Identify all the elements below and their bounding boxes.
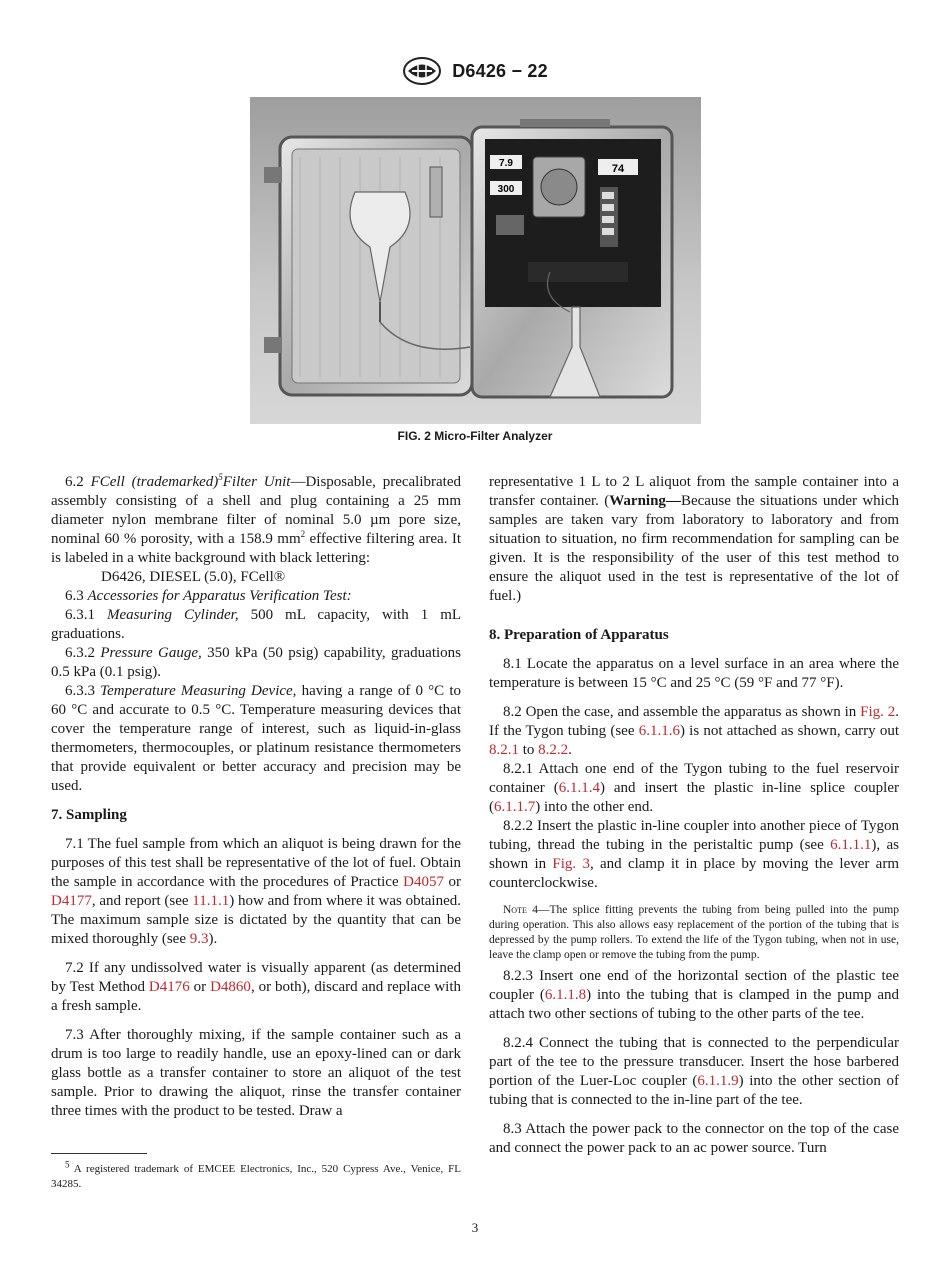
para-6-2: 6.2 FCell (trademarked)$^5$Filter Unit—Disposable, precalibrated assembly consisting of a shell and plug containing a 25 mm diameter nylon membrane filter of nominal 5.0 µm pore size, nominal 60 % porosity, with a 158.9 $mm^2$ effective filtering area. It is labeled in a white background with black lettering: (51, 472, 461, 566)
para-8-2: 8.2 Open the case, and assemble the apparatus as shown in Fig. 2. If the Tygon tubing (see 6.1.1.6) is not attached as shown, carry out 8.2.1 to 8.2.2. (489, 704, 899, 758)
link-8-2-1[interactable]: 8.2.1 (489, 742, 519, 758)
para-7-3-cont: representative 1 L to 2 L aliquot from the sample container into a transfer container. (Warning—Because the situations under which samples are taken vary from laboratory to laboratory and from situation to situation, no firm recommendation for sampling can be given. It is the responsibility of the user of this test method to ensure the aliquot used in the test is representative of the lot of fuel.) (489, 474, 899, 604)
link-8-2-2[interactable]: 8.2.2 (538, 742, 569, 758)
link-11-1-1[interactable]: 11.1.1 (192, 893, 230, 909)
link-fig-2[interactable]: Fig. 2 (860, 704, 896, 720)
para-6-3-1: 6.3.1 Measuring Cylinder, 500 mL capacity, with 1 mL graduations. (51, 607, 462, 642)
figure-caption: FIG. 2 Micro-Filter Analyzer (397, 429, 553, 443)
para-8-2-2: 8.2.2 Insert the plastic in-line coupler into another piece of Tygon tubing, thread the tubing in the peristaltic pump (see 6.1.1.1), as shown in Fig. 3, and clamp it in place by moving the lever arm counterclockwise. (489, 818, 899, 891)
standard-code: D6426 − 22 (452, 60, 548, 81)
page-number: 3 (471, 1220, 479, 1235)
para-7-3: 7.3 After thoroughly mixing, if the sample container such as a drum is too large to readily handle, use an epoxy-lined can or dark glass bottle as a transfer container to store an aliquot of the test sample. Prior to drawing the aliquot, rinse the transfer container three times with the product to be tested. Draw a (51, 1027, 461, 1119)
link-6-1-1-9[interactable]: 6.1.1.9 (697, 1073, 739, 1089)
astm-logo-icon (402, 56, 442, 86)
display-right: 74 (611, 163, 625, 175)
right-column (489, 473, 899, 1158)
para-6-3: 6.3 Accessories for Apparatus Verification Test: (65, 588, 352, 604)
section-7-heading: 7. Sampling (51, 807, 127, 823)
para-8-1: 8.1 Locate the apparatus on a level surface in an area where the temperature is between 15 °C and 25 °C (59 °F and 77 °F). (489, 656, 899, 691)
left-column (51, 473, 461, 1121)
link-6-1-1-7[interactable]: 6.1.1.7 (494, 799, 536, 815)
section-8-heading: 8. Preparation of Apparatus (489, 627, 669, 643)
footnote: $^5$ A registered trademark of EMCEE Electronics, Inc., 520 Cypress Ave., Venice, FL 34285. (51, 1159, 461, 1190)
link-d4177[interactable]: D4177 (51, 893, 92, 909)
figure-photo (250, 97, 701, 424)
note-4: Note 4—The splice fitting prevents the tubing from being pulled into the pump during operation. This also allows easy replacement of the portion of the tubing that is depressed by the pump rollers. To extend the life of the Tygon tubing, when not in use, leave the clamp open or remove the tubing from the pump. (489, 904, 899, 961)
para-8-3: 8.3 Attach the power pack to the connector on the top of the case and connect the power pack to an ac power source. Turn (489, 1121, 899, 1156)
para-8-2-1: 8.2.1 Attach one end of the Tygon tubing to the fuel reservoir container (6.1.1.4) and insert the plastic in-line splice coupler (6.1.1.7) into the other end. (489, 761, 899, 815)
link-6-1-1-8[interactable]: 6.1.1.8 (544, 987, 587, 1003)
display-left: 7.9 (499, 158, 513, 169)
para-8-2-3: 8.2.3 Insert one end of the horizontal section of the plastic tee coupler (6.1.1.8) into the tubing that is clamped in the pump and attach two other sections of tubing to the other parts of the tee. (489, 968, 899, 1022)
para-7-2: 7.2 If any undissolved water is visually apparent (as determined by Test Method D4176 or D4860, or both), discard and replace with a fresh sample. (51, 960, 462, 1014)
link-d4860[interactable]: D4860 (210, 979, 251, 995)
label-line: D6426, DIESEL (5.0), FCell® (101, 569, 286, 585)
para-6-3-3: 6.3.3 Temperature Measuring Device, having a range of 0 °C to 60 °C and accurate to 0.5 °C. Temperature measuring devices that cover the temperature range of interest, such as liquid-in-glass thermometers, thermocouples, or platinum resistance thermometers that provide equivalent or better accuracy and precision may be used. (51, 683, 462, 794)
micro-filter-analyzer-image (250, 97, 701, 424)
para-7-1: 7.1 The fuel sample from which an aliquot is being drawn for the purposes of this test shall be representative of the lot of fuel. Obtain the sample in accordance with the procedures of Practice D4057 or D4177, and report (see 11.1.1) how and from where it was obtained. The maximum sample size is dictated by the quantity that can be mixed thoroughly (see 9.3). (51, 836, 461, 947)
link-fig-3[interactable]: Fig. 3 (552, 856, 590, 872)
display-left2: 300 (497, 184, 515, 195)
link-6-1-1-1[interactable]: 6.1.1.1 (830, 837, 872, 853)
link-d4057[interactable]: D4057 (403, 874, 444, 890)
link-6-1-1-4[interactable]: 6.1.1.4 (558, 780, 600, 796)
link-9-3[interactable]: 9.3 (189, 931, 209, 947)
page-header (0, 56, 950, 86)
link-d4176[interactable]: D4176 (148, 979, 190, 995)
para-8-2-4: 8.2.4 Connect the tubing that is connected to the perpendicular part of the tee to the pressure transducer. Insert the hose barbered portion of the Luer-Loc coupler (6.1.1.9) into the other section of tubing that is connected to the in-line part of the tee. (489, 1035, 899, 1108)
footnote-rule (51, 1153, 147, 1154)
para-6-3-2: 6.3.2 Pressure Gauge, 350 kPa (50 psig) capability, graduations 0.5 kPa (0.1 psig). (51, 645, 461, 680)
link-6-1-1-6[interactable]: 6.1.1.6 (638, 723, 680, 739)
